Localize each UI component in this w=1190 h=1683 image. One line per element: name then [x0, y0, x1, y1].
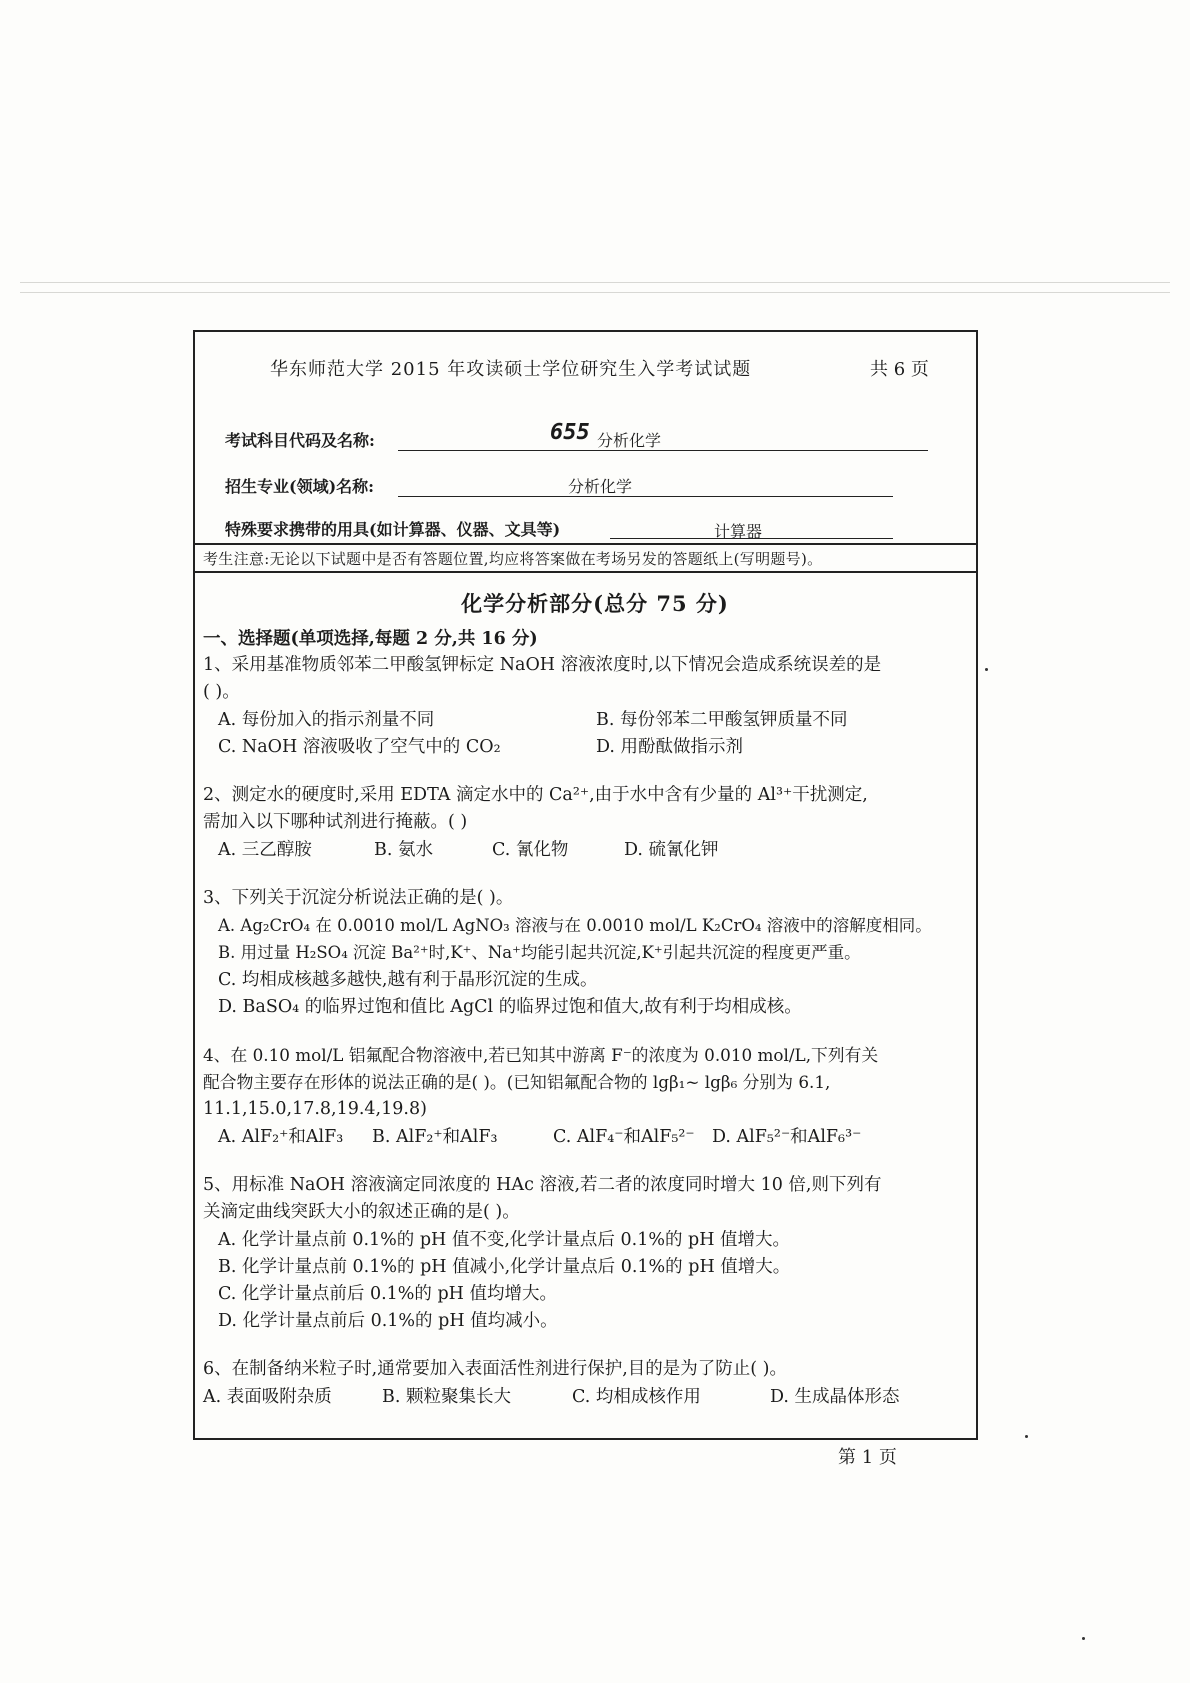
option: D. 生成晶体形态 — [770, 1387, 900, 1407]
part-title: 一、选择题(单项选择,每题 2 分,共 16 分) — [203, 629, 538, 649]
scan-speck — [985, 668, 988, 671]
option: C. 均相成核作用 — [572, 1387, 701, 1407]
section-title: 化学分析部分(总分 75 分) — [461, 591, 729, 616]
notice-top-rule — [193, 543, 978, 545]
option: B. 每份邻苯二甲酸氢钾质量不同 — [596, 710, 848, 730]
question-stem: 配合物主要存在形体的说法正确的是( )。(已知铝氟配合物的 lgβ₁~ lgβ₆ 分别为 6.1, — [203, 1072, 831, 1092]
option: D. AlF₅²⁻和AlF₆³⁻ — [712, 1127, 862, 1147]
question-stem: 11.1,15.0,17.8,19.4,19.8) — [203, 1099, 427, 1119]
option: A. 化学计量点前 0.1%的 pH 值不变,化学计量点后 0.1%的 pH 值增大。 — [218, 1230, 791, 1250]
option: C. AlF₄⁻和AlF₅²⁻ — [553, 1127, 695, 1147]
scan-artifact — [20, 282, 1170, 283]
major-label: 招生专业(领域)名称: — [225, 477, 375, 496]
option: B. 化学计量点前 0.1%的 pH 值减小,化学计量点后 0.1%的 pH 值增大。 — [218, 1257, 791, 1277]
option: B. 用过量 H₂SO₄ 沉淀 Ba²⁺时,K⁺、Na⁺均能引起共沉淀,K⁺引起共沉淀的程度更严重。 — [218, 943, 861, 962]
option: C. NaOH 溶液吸收了空气中的 CO₂ — [218, 737, 501, 757]
option: A. AlF₂⁺和AlF₃ — [218, 1127, 344, 1147]
question-stem: 4、在 0.10 mol/L 铝氟配合物溶液中,若已知其中游离 F⁻的浓度为 0.010 mol/L,下列有关 — [203, 1045, 879, 1065]
option: C. 氰化物 — [492, 840, 569, 860]
question-stem: 需加入以下哪种试剂进行掩蔽。( ) — [203, 812, 468, 832]
option: C. 化学计量点前后 0.1%的 pH 值均增大。 — [218, 1284, 558, 1304]
option: A. Ag₂CrO₄ 在 0.0010 mol/L AgNO₃ 溶液与在 0.0010 mol/L K₂CrO₄ 溶液中的溶解度相同。 — [218, 916, 932, 935]
option: A. 三乙醇胺 — [218, 840, 312, 860]
question-stem: 3、下列关于沉淀分析说法正确的是( )。 — [203, 888, 514, 908]
question-stem: ( )。 — [203, 682, 240, 702]
exam-notice: 考生注意:无论以下试题中是否有答题位置,均应将答案做在考场另发的答题纸上(写明题号)。 — [203, 550, 823, 568]
option: B. AlF₂⁺和AlF₃ — [372, 1127, 498, 1147]
tools-value: 计算器 — [714, 522, 763, 541]
scan-speck — [1025, 1435, 1028, 1438]
subject-name: 分析化学 — [597, 431, 662, 450]
question-stem: 关滴定曲线突跃大小的叙述正确的是( )。 — [203, 1202, 520, 1222]
exam-title: 华东师范大学 2015 年攻读硕士学位研究生入学考试试题 — [270, 359, 752, 380]
subject-label: 考试科目代码及名称: — [225, 431, 375, 450]
option: D. 用酚酞做指示剂 — [596, 737, 744, 757]
scan-speck — [1082, 1637, 1085, 1640]
question-stem: 1、采用基准物质邻苯二甲酸氢钾标定 NaOH 溶液浓度时,以下情况会造成系统误差的是 — [203, 655, 882, 675]
major-value: 分析化学 — [568, 477, 633, 496]
option: A. 每份加入的指示剂量不同 — [218, 710, 435, 730]
scan-artifact — [20, 292, 1170, 293]
option: D. BaSO₄ 的临界过饱和值比 AgCl 的临界过饱和值大,故有利于均相成核。 — [218, 997, 802, 1017]
notice-bottom-rule — [193, 571, 978, 573]
option: B. 氨水 — [374, 840, 433, 860]
major-underline — [398, 496, 893, 497]
option: B. 颗粒聚集长大 — [382, 1387, 511, 1407]
page-footer: 第 1 页 — [838, 1447, 897, 1468]
option: D. 化学计量点前后 0.1%的 pH 值均减小。 — [218, 1311, 558, 1331]
option: D. 硫氰化钾 — [624, 840, 719, 860]
question-stem: 6、在制备纳米粒子时,通常要加入表面活性剂进行保护,目的是为了防止( )。 — [203, 1359, 787, 1379]
question-stem: 5、用标准 NaOH 溶液滴定同浓度的 HAc 溶液,若二者的浓度同时增大 10 倍,则下列有 — [203, 1175, 882, 1195]
subject-code: 655 — [550, 420, 590, 445]
option: A. 表面吸附杂质 — [203, 1387, 332, 1407]
option: C. 均相成核越多越快,越有利于晶形沉淀的生成。 — [218, 970, 598, 990]
subject-underline — [398, 450, 928, 451]
question-stem: 2、测定水的硬度时,采用 EDTA 滴定水中的 Ca²⁺,由于水中含有少量的 Al³⁺干扰测定, — [203, 785, 868, 805]
tools-label: 特殊要求携带的用具(如计算器、仪器、文具等) — [225, 520, 561, 539]
page-count: 共 6 页 — [870, 359, 929, 380]
